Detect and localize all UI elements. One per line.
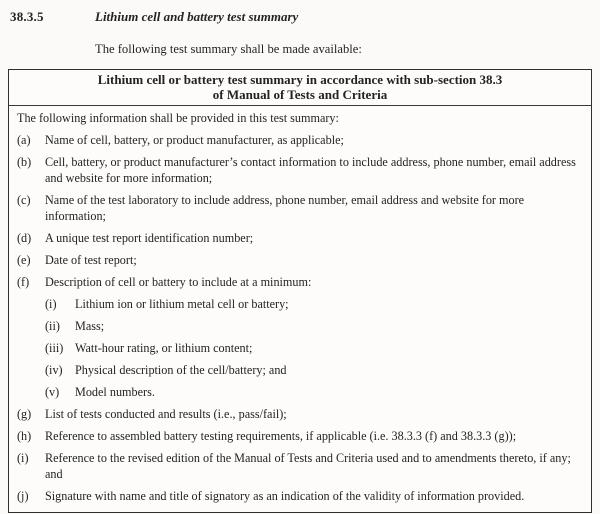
item-marker: (a) xyxy=(17,133,31,147)
list-item-b xyxy=(17,154,585,186)
section-heading xyxy=(0,9,600,25)
item-marker: (iv) xyxy=(45,363,63,377)
table-header-line-1: Lithium cell or battery test summary in accordance with sub-section 38.3 xyxy=(97,72,503,87)
item-marker: (v) xyxy=(45,385,60,399)
item-marker: (g) xyxy=(17,407,32,421)
item-marker: (c) xyxy=(17,193,31,207)
item-marker: (b) xyxy=(17,155,32,169)
list-item-j xyxy=(17,488,585,504)
sub-list-f xyxy=(45,296,585,400)
item-text: Reference to assembled battery testing requirements, if applicable (i.e. 38.3.3 (f) and 38.3.3 (g)); xyxy=(45,429,517,443)
item-text: Name of the test laboratory to include address, phone number, email address and website for more information; xyxy=(45,193,525,223)
section-title: Lithium cell and battery test summary xyxy=(95,9,299,24)
item-marker: (i) xyxy=(17,451,29,465)
item-marker: (f) xyxy=(17,275,30,289)
sub-item-iii xyxy=(45,340,585,356)
item-marker: (d) xyxy=(17,231,32,245)
item-marker: (iii) xyxy=(45,341,64,355)
list-item-c xyxy=(17,192,585,224)
item-marker: (i) xyxy=(45,297,57,311)
item-text: Date of test report; xyxy=(45,253,137,267)
sub-item-i xyxy=(45,296,585,312)
item-text: Signature with name and title of signatory as an indication of the validity of information provided. xyxy=(45,489,525,503)
table-body-intro: The following information shall be provided in this test summary: xyxy=(17,111,339,125)
table-header-line-2: of Manual of Tests and Criteria xyxy=(212,87,388,102)
item-text: Watt-hour rating, or lithium content; xyxy=(75,341,253,355)
list-item-e xyxy=(17,252,585,268)
item-text: Lithium ion or lithium metal cell or battery; xyxy=(75,297,289,311)
item-text: Mass; xyxy=(75,319,105,333)
sub-item-iv xyxy=(45,362,585,378)
item-text: Name of cell, battery, or product manufacturer, as applicable; xyxy=(45,133,344,147)
item-text: Description of cell or battery to include at a minimum: xyxy=(45,275,312,289)
section-number: 38.3.5 xyxy=(10,9,44,24)
list-item-a xyxy=(17,132,585,148)
item-marker: (e) xyxy=(17,253,31,267)
sub-item-v xyxy=(45,384,585,400)
sub-item-ii xyxy=(45,318,585,334)
list-item-g xyxy=(17,406,585,422)
summary-table xyxy=(8,69,592,513)
item-text: List of tests conducted and results (i.e., pass/fail); xyxy=(45,407,287,421)
item-marker: (ii) xyxy=(45,319,60,333)
intro-text: The following test summary shall be made available: xyxy=(95,42,362,56)
item-marker: (h) xyxy=(17,429,32,443)
item-text: Reference to the revised edition of the Manual of Tests and Criteria used and to amendments thereto, if any; and xyxy=(45,451,571,481)
item-text: Model numbers. xyxy=(75,385,155,399)
item-text: Cell, battery, or product manufacturer’s contact information to include address, phone number, email address and website for more information; xyxy=(45,155,576,185)
table-header xyxy=(9,70,591,106)
item-marker: (j) xyxy=(17,489,29,503)
list-item-d xyxy=(17,230,585,246)
item-text: Physical description of the cell/battery; and xyxy=(75,363,287,377)
list-item-i xyxy=(17,450,585,482)
table-body xyxy=(9,106,591,512)
item-text: A unique test report identification number; xyxy=(45,231,254,245)
list-item-f xyxy=(17,274,585,290)
list-item-h xyxy=(17,428,585,444)
